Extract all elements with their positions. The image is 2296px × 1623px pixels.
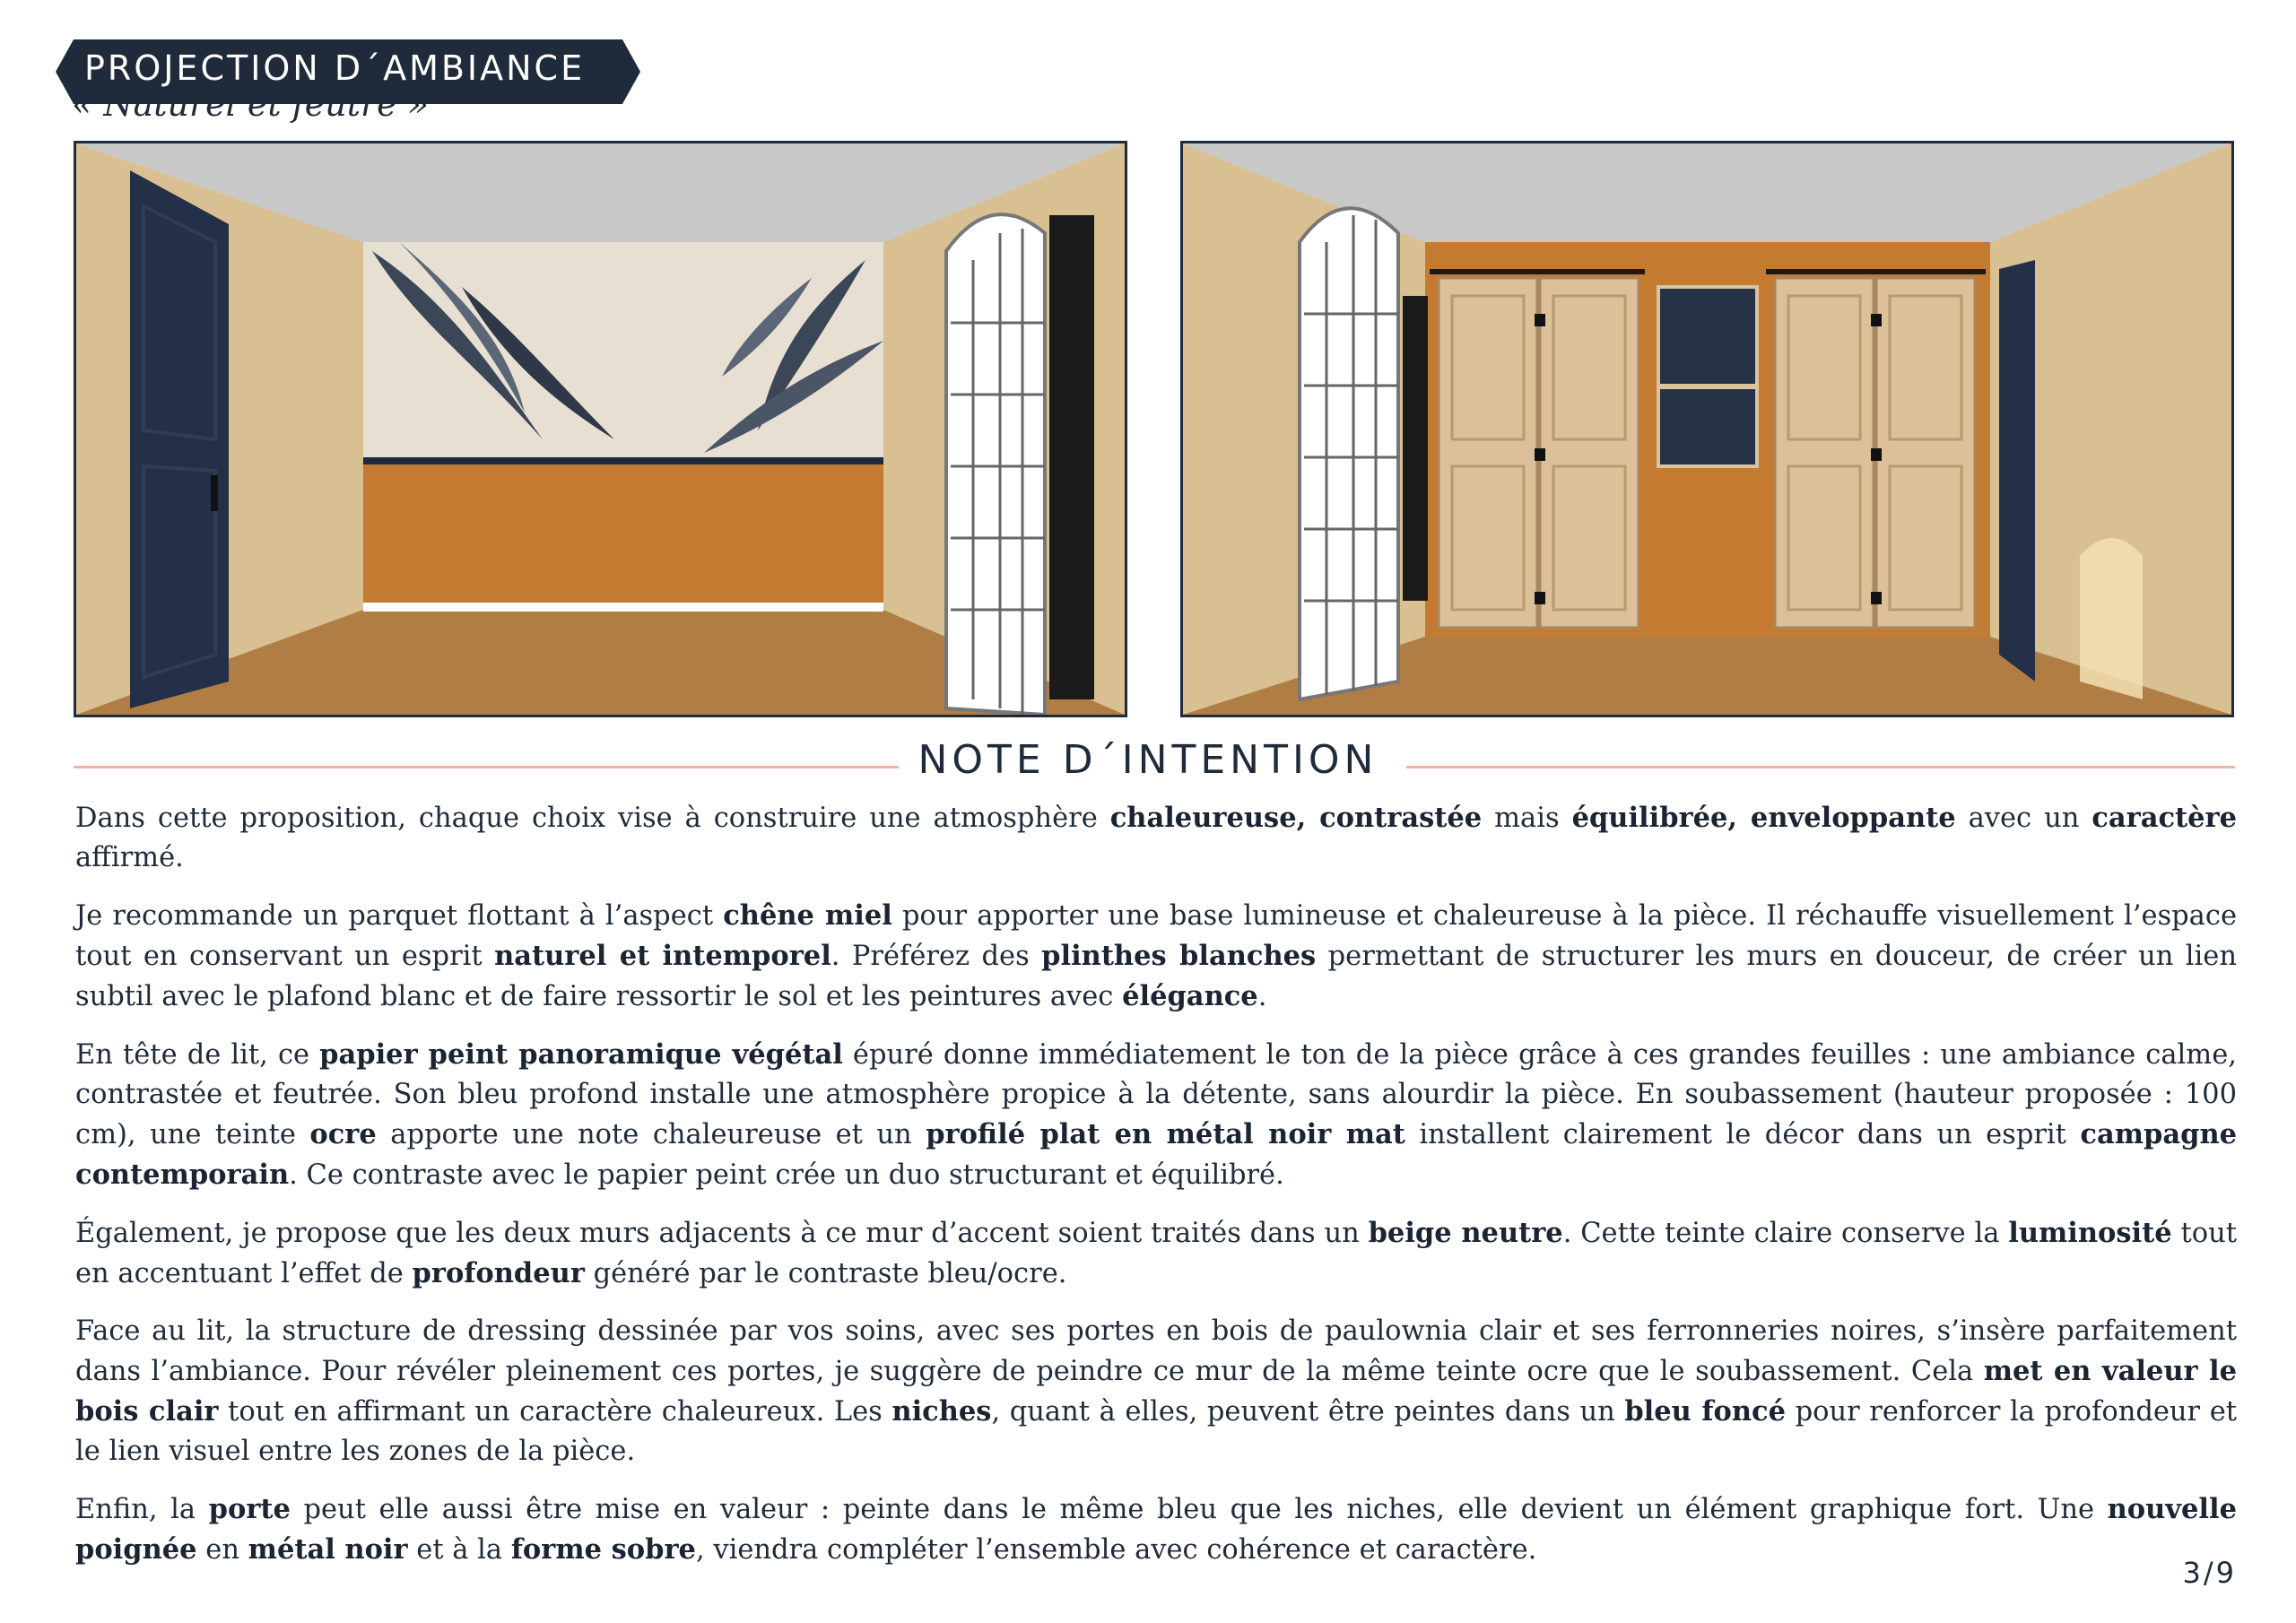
text-run: tout en accentuant l’effet de	[75, 1218, 2237, 1289]
emphasis: bleu foncé	[1624, 1395, 1786, 1428]
emphasis: met en valeur le bois clair	[75, 1355, 2237, 1428]
wardrobe-left	[1439, 278, 1639, 628]
emphasis: luminosité	[2008, 1217, 2172, 1249]
text-run: Je recommande un parquet flottant à l’aspect	[75, 900, 724, 932]
glass-door	[1300, 208, 1398, 699]
text-run: généré par le contraste bleu/ocre.	[584, 1258, 1067, 1289]
text-run: Enfin, la	[75, 1494, 209, 1525]
section-title: NOTE D´INTENTION	[918, 737, 1378, 783]
barn-rail-left	[1430, 269, 1645, 274]
emphasis: porte	[208, 1493, 291, 1525]
emphasis: équilibrée, enveloppante	[1571, 802, 1956, 834]
text-run: en	[196, 1534, 248, 1566]
emphasis: élégance	[1122, 980, 1258, 1012]
blue-door	[1999, 260, 2035, 681]
emphasis: ocre	[309, 1118, 377, 1150]
emphasis: naturel et intemporel	[494, 940, 831, 972]
emphasis: campagne contemporain	[75, 1118, 2238, 1191]
emphasis: profilé plat en métal noir mat	[926, 1118, 1405, 1150]
text-run: permettant de structurer les murs en douceur, de créer un lien subtil avec le plafond blanc et de faire ressortir le sol et les peintures avec	[75, 941, 2237, 1012]
radiator	[1403, 296, 1428, 601]
text-run: , viendra compléter l’ensemble avec cohérence et caractère.	[695, 1534, 1537, 1566]
text-run: Face au lit, la structure de dressing dessinée par vos soins, avec ses portes en bois de paulownia clair et ses ferronneries noires, s’insère parfaitement dans l’ambiance. Pour révéler pleinement ces portes, je suggère de peindre ce mur de la même teinte ocre que le soubassement. Cela	[75, 1315, 2237, 1387]
text-run: épuré donne immédiatement le ton de la pièce grâce à ces grandes feuilles : une ambiance calme, contrastée et feutrée. Son bleu profond installe une atmosphère propice à la détente, sans alourdir la pièce. En soubassement (hauteur proposée : 100 cm), une teinte	[75, 1039, 2237, 1150]
text-run: affirmé.	[75, 842, 184, 873]
text-run: mais	[1482, 803, 1572, 834]
render-right	[1180, 141, 2234, 717]
emphasis: chaleureuse, contrastée	[1109, 802, 1483, 834]
text-run: En tête de lit, ce	[75, 1039, 320, 1071]
skirting	[363, 603, 883, 612]
paragraph	[75, 896, 2237, 1017]
paragraph	[75, 798, 2237, 878]
room-render-bedwall	[76, 143, 1125, 715]
window-light	[2080, 538, 2143, 699]
wardrobe-right	[1775, 278, 1975, 628]
text-run: . Préférez des	[831, 941, 1042, 972]
paragraph	[75, 1312, 2237, 1471]
emphasis: nouvelle poignée	[75, 1493, 2237, 1566]
emphasis: chêne miel	[723, 899, 892, 932]
niche-bottom	[1658, 387, 1757, 466]
paragraph	[75, 1489, 2237, 1570]
page-subtitle: « Naturel et feutré »	[72, 84, 429, 124]
page-number: 3/9	[2182, 1556, 2237, 1590]
text-run: tout en affirmant un caractère chaleureux. Les	[218, 1396, 892, 1428]
emphasis: beige neutre	[1368, 1217, 1563, 1249]
metal-rail	[363, 457, 883, 464]
door-handle	[211, 475, 218, 511]
text-run: , quant à elles, peuvent être peintes dans un	[991, 1396, 1625, 1428]
text-run: installent clairement le décor dans un esprit	[1405, 1119, 2081, 1150]
text-run: et à la	[407, 1534, 511, 1566]
text-run: .	[1257, 981, 1267, 1012]
text-run: Également, je propose que les deux murs adjacents à ce mur d’accent soient traités dans un	[75, 1218, 1369, 1249]
text-run: . Cette teinte claire conserve la	[1562, 1218, 2009, 1249]
emphasis: métal noir	[248, 1533, 408, 1566]
emphasis: niches	[891, 1395, 992, 1428]
emphasis: papier peint panoramique végétal	[319, 1038, 843, 1071]
text-run: pour apporter une base lumineuse et chaleureuse à la pièce. Il réchauffe visuellement l’espace tout en conservant un esprit	[75, 900, 2237, 972]
paragraph	[75, 1213, 2237, 1294]
page-title: PROJECTION D´AMBIANCE	[84, 48, 586, 88]
text-run: peut elle aussi être mise en valeur : peinte dans le même bleu que les niches, elle devient un élément graphique fort. Une	[290, 1494, 2108, 1525]
render-left	[74, 141, 1127, 717]
text-run: apporte une note chaleureuse et un	[376, 1119, 926, 1150]
text-run: . Ce contraste avec le papier peint crée un duo structurant et équilibré.	[289, 1159, 1284, 1191]
glass-door	[946, 214, 1045, 715]
niche-top	[1658, 287, 1757, 386]
emphasis: caractère	[2092, 802, 2238, 834]
emphasis: plinthes blanches	[1041, 940, 1317, 972]
text-run: Dans cette proposition, chaque choix vise à construire une atmosphère	[75, 803, 1110, 834]
emphasis: forme sobre	[510, 1533, 696, 1566]
room-render-dressing	[1183, 143, 2231, 715]
text-run: avec un	[1955, 803, 2092, 834]
paragraph	[75, 1035, 2237, 1195]
text-run: pour renforcer la profondeur et le lien visuel entre les zones de la pièce.	[75, 1396, 2238, 1467]
emphasis: profondeur	[412, 1257, 585, 1289]
radiator	[1049, 215, 1094, 699]
ochre-wainscot	[363, 464, 883, 610]
intention-text	[75, 798, 2237, 1588]
barn-rail-right	[1766, 269, 1986, 274]
